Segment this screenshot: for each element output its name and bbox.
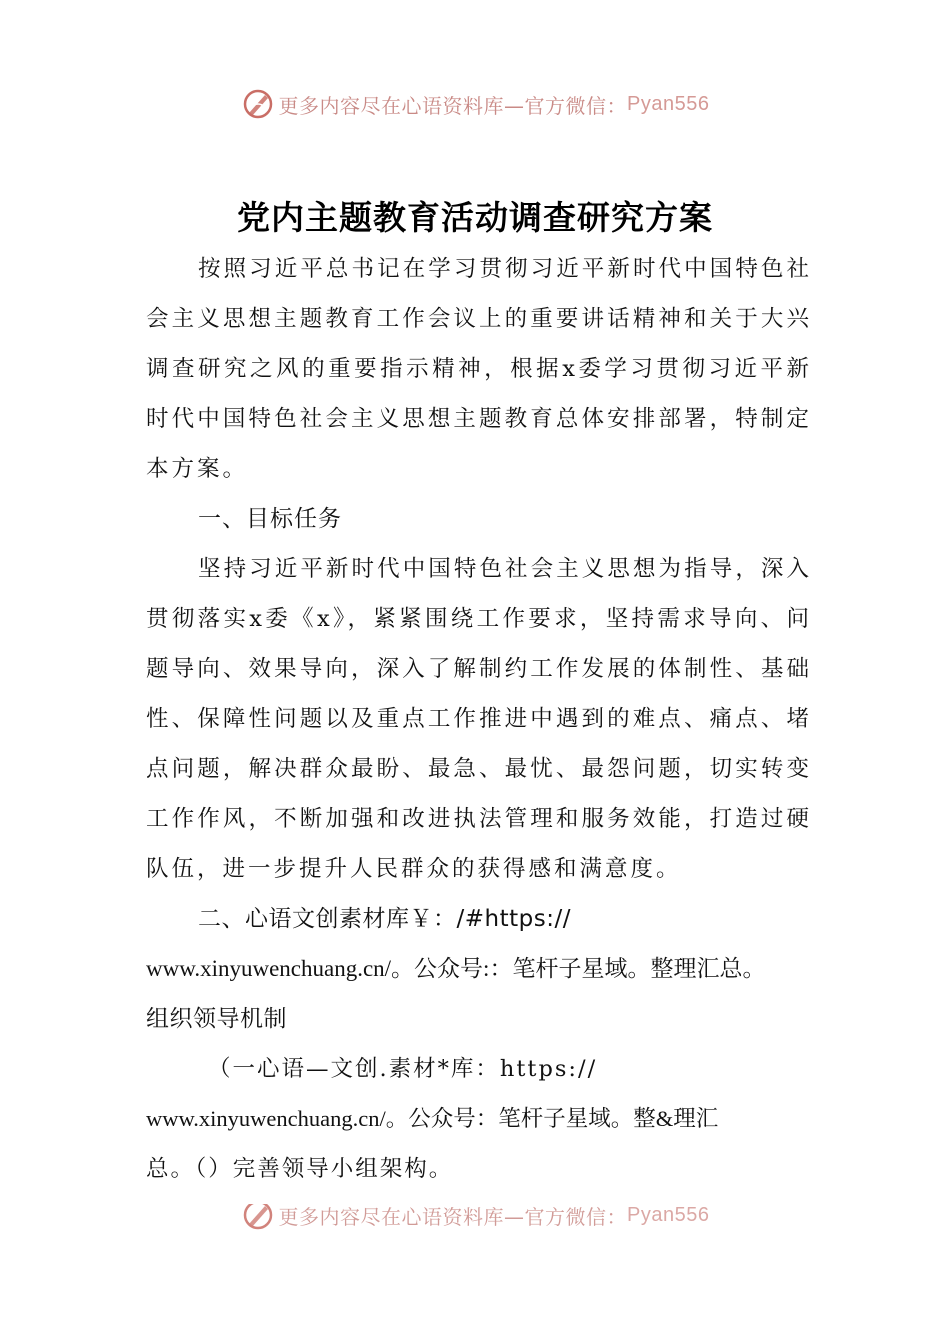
footer-watermark xyxy=(0,1204,950,1236)
watermark-text: 更多内容尽在心语资料库—官方微信： xyxy=(278,93,628,118)
section2-line1: 二、心语文创素材库￥：/#https:// xyxy=(198,906,571,932)
watermark-id: Pyan556 xyxy=(627,92,710,115)
subsection1-line1: （一心语—文创.素材*库：https:// xyxy=(208,1056,598,1082)
subsection1 xyxy=(146,1044,812,1194)
subsection1-line3: 总。（）完善领导小组架构。 xyxy=(146,1156,454,1182)
section1-heading: 一、目标任务 xyxy=(198,506,342,532)
pen-logo-icon xyxy=(241,87,275,121)
pen-logo-icon xyxy=(241,1204,275,1232)
header-watermark xyxy=(0,84,950,124)
document-title: 党内主题教育活动调查研究方案 xyxy=(237,198,713,237)
subsection1-line2: www.xinyuwenchuang.cn/。公众号：笔杆子星域。整&理汇 xyxy=(146,1106,719,1131)
document-body xyxy=(146,244,812,1194)
footer-watermark-text: 更多内容尽在心语资料库—官方微信： xyxy=(278,1204,628,1229)
intro-paragraph: 按照习近平总书记在学习贯彻习近平新时代中国特色社会主义思想主题教育工作会议上的重要讲话精神和关于大兴调查研究之风的重要指示精神，根据x委学习贯彻习近平新时代中国特色社会主义思想主题教育总体安排部署，特制定本方案。 xyxy=(146,256,812,482)
section2-heading xyxy=(146,894,812,1044)
section1-paragraph: 坚持习近平新时代中国特色社会主义思想为指导，深入贯彻落实x委《x》，紧紧围绕工作要求，坚持需求导向、问题导向、效果导向，深入了解制约工作发展的体制性、基础性、保障性问题以及重点工作推进中遇到的难点、痛点、堵点问题，解决群众最盼、最急、最忧、最怨问题，切实转变工作作风，不断加强和改进执法管理和服务效能，打造过硬队伍，进一步提升人民群众的获得感和满意度。 xyxy=(146,556,812,882)
footer-watermark-id: Pyan556 xyxy=(627,1204,710,1226)
section2-line2: www.xinyuwenchuang.cn/。公众号:：笔杆子星域。整理汇总。 xyxy=(146,956,766,981)
section2-line3: 组织领导机制 xyxy=(146,1006,287,1032)
